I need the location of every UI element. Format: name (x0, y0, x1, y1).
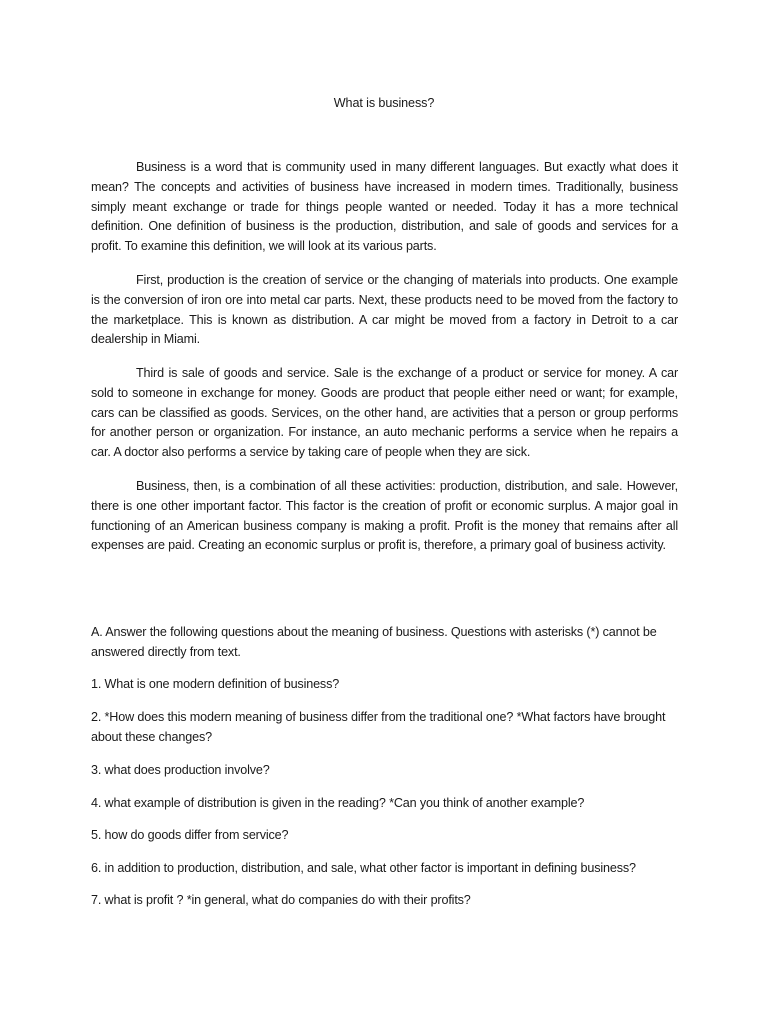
question-item: 2. *How does this modern meaning of business differ from the traditional one? *What factors have brought about these changes? (91, 710, 666, 744)
question-item: 6. in addition to production, distribution, and sale, what other factor is important in defining business? (91, 861, 636, 875)
paragraph-sale: Third is sale of goods and service. Sale is the exchange of a product or service for money. A car sold to someone in exchange for money. Goods are product that people either need or want; for example, cars can be classified as goods. Services, on the other hand, are activities that a person or group performs for another person or organization. For instance, an auto mechanic performs a service when he repairs a car. A doctor also performs a service by taking care of people when they are sick. (91, 366, 678, 460)
paragraph-production: First, production is the creation of service or the changing of materials into products. One example is the conversion of iron ore into metal car parts. Next, these products need to be moved from the factory to the marketplace. This is known as distribution. A car might be moved from a factory in Detroit to a car dealership in Miami. (91, 273, 678, 347)
question-item: 3. what does production involve? (91, 763, 270, 777)
questions-instructions: A. Answer the following questions about the meaning of business. Questions with asterisks (*) cannot be answered directly from text. (91, 625, 657, 659)
question-item: 7. what is profit ? *in general, what do companies do with their profits? (91, 893, 471, 907)
question-item: 4. what example of distribution is given in the reading? *Can you think of another example? (91, 796, 585, 810)
document-title: What is business? (333, 96, 435, 110)
paragraph-intro: Business is a word that is community used in many different languages. But exactly what does it mean? The concepts and activities of business have increased in modern times. Traditionally, business simply meant exchange or trade for things people wanted or needed. Today it has a more technical definition. One definition of business is the production, distribution, and sale of goods and services for a profit. To examine this definition, we will look at its various parts. (91, 160, 678, 254)
question-item: 5. how do goods differ from service? (91, 828, 289, 842)
question-item: 1. What is one modern definition of business? (91, 677, 340, 691)
paragraph-profit: Business, then, is a combination of all these activities: production, distribution, and sale. However, there is one other important factor. This factor is the creation of profit or economic surplus. A major goal in functioning of an American business company is making a profit. Profit is the money that remains after all expenses are paid. Creating an economic surplus or profit is, therefore, a primary goal of business activity. (91, 479, 678, 553)
